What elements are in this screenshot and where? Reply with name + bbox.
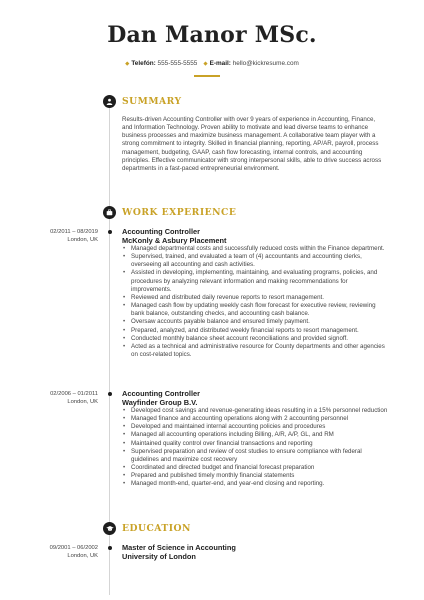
list-item: • Prepared and published timely monthly financial statements xyxy=(122,472,388,480)
list-item: • Supervised, trained, and evaluated a team of (4) accountants and accounting clerks, overseeing all accounting and cash activities. xyxy=(122,253,388,269)
contact-line xyxy=(0,60,424,67)
job-title: Accounting Controller xyxy=(122,227,201,236)
job-location: London, UK xyxy=(67,237,98,243)
list-item: • Supervised preparation and review of cost studies to ensure compliance with federal guidelines and maximize cost recovery xyxy=(122,448,388,464)
header-divider xyxy=(194,75,220,77)
list-item: • Prepared, analyzed, and distributed weekly financial reports to resort management. xyxy=(122,327,388,335)
briefcase-icon xyxy=(103,206,116,219)
education-location: London, UK xyxy=(67,553,98,559)
job-company: McKonly & Asbury Placement xyxy=(122,236,227,245)
education-dates: 09/2001 – 06/2002 xyxy=(49,545,98,551)
job-duties-list xyxy=(122,245,388,359)
list-item: • Developed cost savings and revenue-generating ideas resulting in a 15% personnel reduction xyxy=(122,407,388,415)
list-item: • Assisted in developing, implementing, maintaining, and evaluating programs, policies, and procedures by analyzing relevant information and making recommendations for improvements. xyxy=(122,269,388,293)
list-item: • Reviewed and distributed daily revenue reports to resort management. xyxy=(122,294,388,302)
summary-heading: SUMMARY xyxy=(122,96,182,107)
work-experience-heading: WORK EXPERIENCE xyxy=(122,207,237,218)
timeline-dot xyxy=(108,546,112,550)
list-item: • Managed cash flow by updating weekly cash flow forecast for executive review, reviewing bank balance, outstanding checks, and accounting cash balance. xyxy=(122,302,388,318)
job-location: London, UK xyxy=(67,399,98,405)
list-item: • Coordinated and directed budget and financial forecast preparation xyxy=(122,464,388,472)
timeline-dot xyxy=(108,230,112,234)
list-item: • Developed and maintained internal accounting policies and procedures xyxy=(122,423,388,431)
email-value[interactable]: hello@kickresume.com xyxy=(232,60,299,67)
list-item: • Managed month-end, quarter-end, and year-end closing and reporting. xyxy=(122,480,388,488)
job-title: Accounting Controller xyxy=(122,389,201,398)
timeline-dot xyxy=(108,392,112,396)
summary-text: Results-driven Accounting Controller with over 9 years of experience in Accounting, Finance, and Information Technology. Proven ability to motivate and lead diverse teams to enhance business processes and maximize business management. A collaborative team player with a strong commitment to integrity. Skilled in financial planning, reporting, AP/AR, payroll, process management, budgeting, GAAP, cash flow forecasting, internal controls, and accounting principles. Effective communicator with strong interpersonal skills, able to drive success across departments in a fast-paced entrepreneurial environment. xyxy=(122,116,382,172)
education-heading: EDUCATION xyxy=(122,523,191,534)
diamond-icon: ◆ xyxy=(125,61,130,67)
list-item: • Acted as a technical and administrative resource for County departments and other agencies on cost-related topics. xyxy=(122,343,388,359)
list-item: • Conducted monthly balance sheet account reconciliations and provided signoff. xyxy=(122,335,388,343)
list-item: • Maintained quality control over financial transactions and reporting xyxy=(122,440,388,448)
list-item: • Oversaw accounts payable balance and ensured timely payment. xyxy=(122,318,388,326)
candidate-name: Dan Manor MSc. xyxy=(107,22,317,48)
job-company: Wayfinder Group B.V. xyxy=(122,398,198,407)
list-item: • Managed departmental costs and successfully reduced costs within the Finance department. xyxy=(122,245,388,253)
school-name: University of London xyxy=(122,552,196,561)
list-item: • Managed finance and accounting operations along with 2 accounting personnel xyxy=(122,415,388,423)
list-item: • Managed all accounting operations including Billing, A/R, A/P, GL, and RM xyxy=(122,431,388,439)
job-duties-list xyxy=(122,407,388,489)
phone-label: Telefón: xyxy=(131,60,156,67)
job-dates: 02/2006 – 01/2011 xyxy=(50,391,98,397)
degree-title: Master of Science in Accounting xyxy=(122,543,236,552)
email-label: E-mail: xyxy=(209,60,231,67)
phone-value: 555-555-5555 xyxy=(157,60,198,67)
graduation-cap-icon xyxy=(103,522,116,535)
diamond-icon: ◆ xyxy=(203,61,208,67)
job-dates: 02/2011 – 08/2019 xyxy=(50,229,98,235)
person-icon xyxy=(103,95,116,108)
